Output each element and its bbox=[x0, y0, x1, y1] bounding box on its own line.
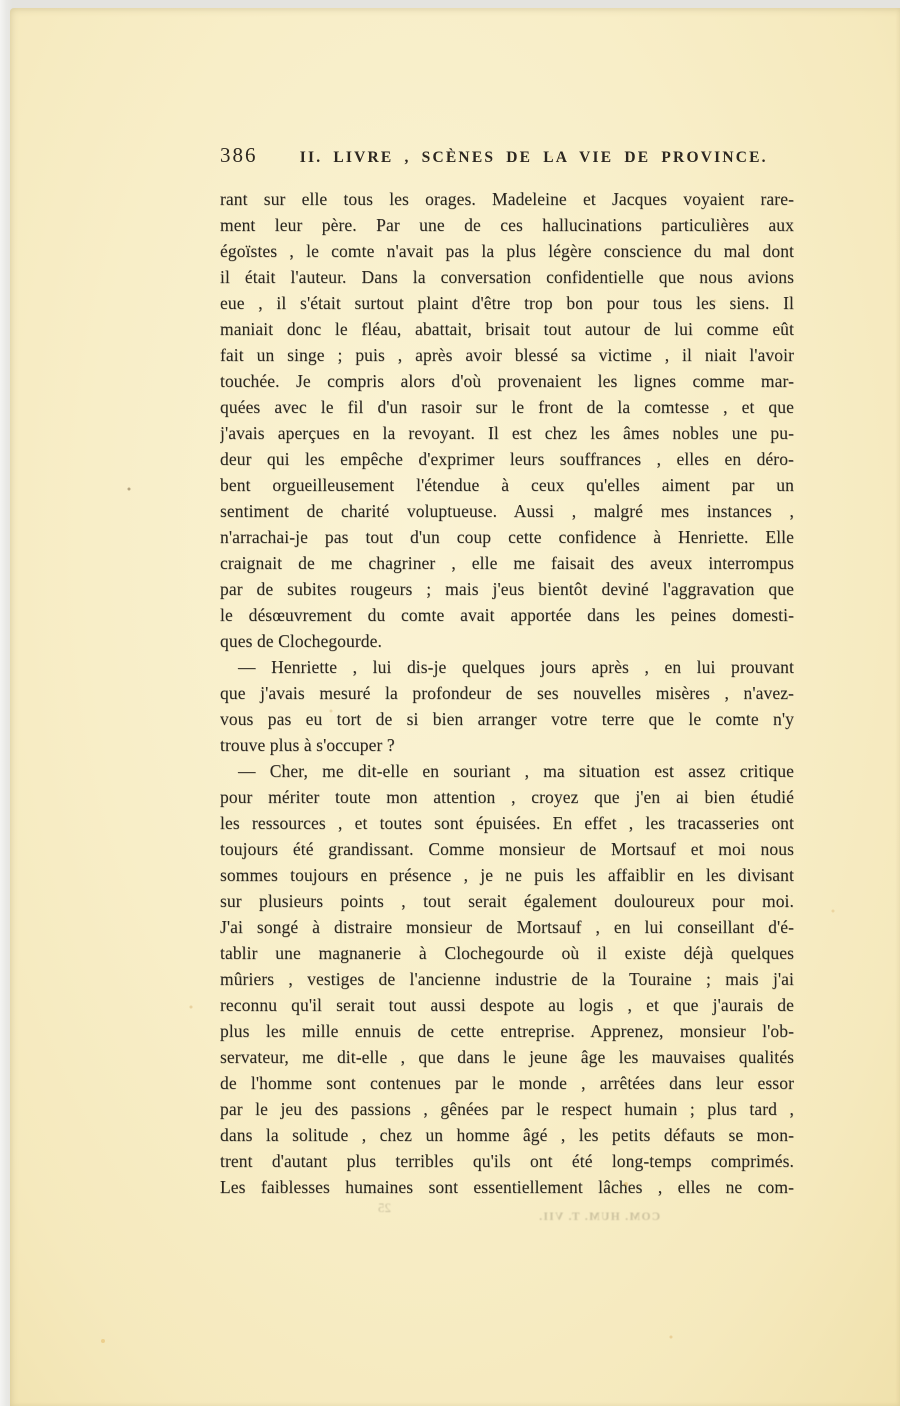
text-line: par le jeu des passions , gênées par le respect humain ; plus tard , bbox=[220, 1099, 794, 1119]
text-line: reconnu qu'il serait tout aussi despote au logis , et que j'aurais de bbox=[220, 995, 794, 1015]
text-line: ment leur père. Par une de ces hallucinations particulières aux bbox=[220, 215, 794, 235]
text-line: trent d'autant plus terribles qu'ils ont été long-temps comprimés. bbox=[220, 1151, 794, 1171]
text-line: vous pas eu tort de si bien arranger votre terre que le comte n'y bbox=[220, 709, 794, 729]
text-line: bent orgueilleusement l'étendue à ceux qu'elles aiment par un bbox=[220, 475, 794, 495]
text-line: — Henriette , lui dis-je quelques jours après , en lui prouvant bbox=[238, 657, 794, 677]
text-line: il était l'auteur. Dans la conversation confidentielle que nous avions bbox=[220, 267, 794, 287]
text-line: — Cher, me dit-elle en souriant , ma situation est assez critique bbox=[238, 761, 794, 781]
text-line: que j'avais mesuré la profondeur de ses nouvelles misères , n'avez- bbox=[220, 683, 794, 703]
bleedthrough-signature-number: 25 bbox=[378, 1200, 391, 1215]
paper-speck bbox=[10, 8, 12, 10]
text-line: servateur, me dit-elle , que dans le jeune âge les mauvaises qualités bbox=[220, 1047, 794, 1067]
text-line: toujours été grandissant. Comme monsieur de Mortsauf et moi nous bbox=[220, 839, 794, 859]
text-line: égoïstes , le comte n'avait pas la plus légère conscience du mal dont bbox=[220, 241, 794, 261]
text-line: n'arrachai-je pas tout d'un coup cette confidence à Henriette. Elle bbox=[220, 527, 794, 547]
text-line: fait un singe ; puis , après avoir blessé sa victime , il niait l'avoir bbox=[220, 345, 794, 365]
text-line: j'avais aperçues en la revoyant. Il est chez les âmes nobles une pu- bbox=[220, 423, 794, 443]
text-line: dans la solitude , chez un homme âgé , les petits défauts se mon- bbox=[220, 1125, 794, 1145]
text-line: ques de Clochegourde. bbox=[220, 631, 382, 651]
text-line: J'ai songé à distraire monsieur de Mortsauf , en lui conseillant d'é- bbox=[220, 917, 794, 937]
text-line: le désœuvrement du comte avait apportée dans les peines domesti- bbox=[220, 605, 794, 625]
text-line: par de subites rougeurs ; mais j'eus bientôt deviné l'aggravation que bbox=[220, 579, 794, 599]
text-line: sommes toujours en présence , je ne puis les affaiblir en les divisant bbox=[220, 865, 794, 885]
text-line: eue , il s'était surtout plaint d'être trop bon pour tous les siens. Il bbox=[220, 293, 794, 313]
page-header bbox=[220, 143, 796, 168]
text-line: de l'homme sont contenues par le monde , arrêtées dans leur essor bbox=[220, 1073, 794, 1093]
text-line: tablir une magnanerie à Clochegourde où il existe déjà quelques bbox=[220, 943, 794, 963]
text-line: craignait de me chagriner , elle me faisait des aveux interrompus bbox=[220, 553, 794, 573]
bleedthrough-volume-footer: COM. HUM. T. VII. bbox=[538, 1211, 661, 1223]
text-line: touchée. Je compris alors d'où provenaient les lignes comme mar- bbox=[220, 371, 794, 391]
text-line: trouve plus à s'occuper ? bbox=[220, 735, 395, 755]
text-line: plus les mille ennuis de cette entreprise. Apprenez, monsieur l'ob- bbox=[220, 1021, 794, 1041]
text-line: rant sur elle tous les orages. Madeleine et Jacques voyaient rare- bbox=[220, 189, 794, 209]
text-line: mûriers , vestiges de l'ancienne industrie de la Touraine ; mais j'ai bbox=[220, 969, 794, 989]
text-line: deur qui les empêche d'exprimer leurs souffrances , elles en déro- bbox=[220, 449, 794, 469]
page-number: 386 bbox=[220, 143, 258, 167]
text-line: sentiment de charité voluptueuse. Aussi , malgré mes instances , bbox=[220, 501, 794, 521]
text-line: sur plusieurs points , tout serait également douloureux pour moi. bbox=[220, 891, 794, 911]
text-line: les ressources , et toutes sont épuisées. En effet , les tracasseries ont bbox=[220, 813, 794, 833]
text-line: pour mériter toute mon attention , croyez que j'en ai bien étudié bbox=[220, 787, 794, 807]
text-line: quées avec le fil d'un rasoir sur le front de la comtesse , et que bbox=[220, 397, 794, 417]
text-line: Les faiblesses humaines sont essentiellement lâches , elles ne com- bbox=[220, 1177, 794, 1197]
book-page-paper bbox=[10, 8, 900, 1406]
running-title: II. LIVRE , SCÈNES DE LA VIE DE PROVINCE. bbox=[299, 149, 768, 166]
body-text bbox=[220, 186, 794, 1200]
text-line: maniait donc le fléau, abattait, brisait tout autour de lui comme eût bbox=[220, 319, 794, 339]
